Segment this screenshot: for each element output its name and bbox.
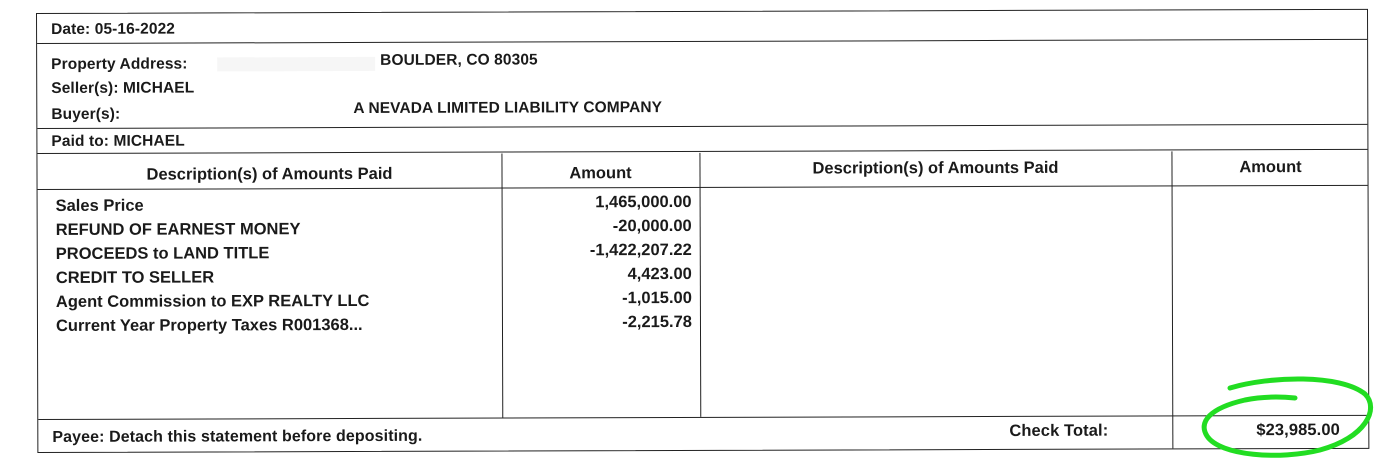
column-divider-2	[699, 153, 701, 417]
property-block	[37, 40, 1367, 129]
property-city: BOULDER, CO 80305	[380, 51, 538, 69]
header-amount-2: Amount	[1239, 157, 1302, 176]
item-amount: -20,000.00	[612, 216, 692, 236]
column-divider-1	[501, 154, 503, 418]
item-amount: -1,015.00	[622, 288, 692, 308]
item-description: CREDIT TO SELLER	[55, 268, 215, 287]
settlement-statement	[36, 9, 1369, 453]
item-description: REFUND OF EARNEST MONEY	[55, 220, 301, 239]
header-description-2: Description(s) of Amounts Paid	[812, 158, 1059, 178]
item-description: Current Year Property Taxes R001368...	[55, 315, 363, 335]
redacted-address	[217, 57, 375, 71]
header-amount-1: Amount	[569, 163, 632, 182]
item-description: Sales Price	[55, 196, 144, 215]
column-divider-3	[1171, 151, 1173, 448]
paid-to: Paid to: MICHAEL	[51, 132, 185, 150]
property-address-label: Property Address:	[51, 55, 188, 73]
item-amount: -2,215.78	[622, 312, 693, 332]
statement-date: Date: 05-16-2022	[51, 20, 176, 38]
date-row	[37, 10, 1367, 44]
highlight-circle-annotation	[1200, 376, 1375, 461]
header-description-1: Description(s) of Amounts Paid	[146, 164, 393, 184]
item-amount: 4,423.00	[627, 264, 692, 284]
item-amount: -1,422,207.22	[589, 240, 692, 260]
buyer-label: Buyer(s):	[51, 105, 121, 123]
seller-line: Seller(s): MICHAEL	[51, 79, 195, 97]
footer-divider	[38, 415, 1368, 420]
check-total-label: Check Total:	[1009, 421, 1109, 440]
item-amount: 1,465,000.00	[595, 192, 692, 212]
item-description: Agent Commission to EXP REALTY LLC	[55, 291, 370, 311]
payee-note: Payee: Detach this statement before depositing.	[52, 427, 423, 446]
check-total-value: $23,985.00	[1256, 420, 1340, 440]
item-description: PROCEEDS to LAND TITLE	[55, 244, 270, 263]
header-divider	[37, 150, 1367, 190]
buyer-name: A NEVADA LIMITED LIABILITY COMPANY	[353, 99, 663, 118]
